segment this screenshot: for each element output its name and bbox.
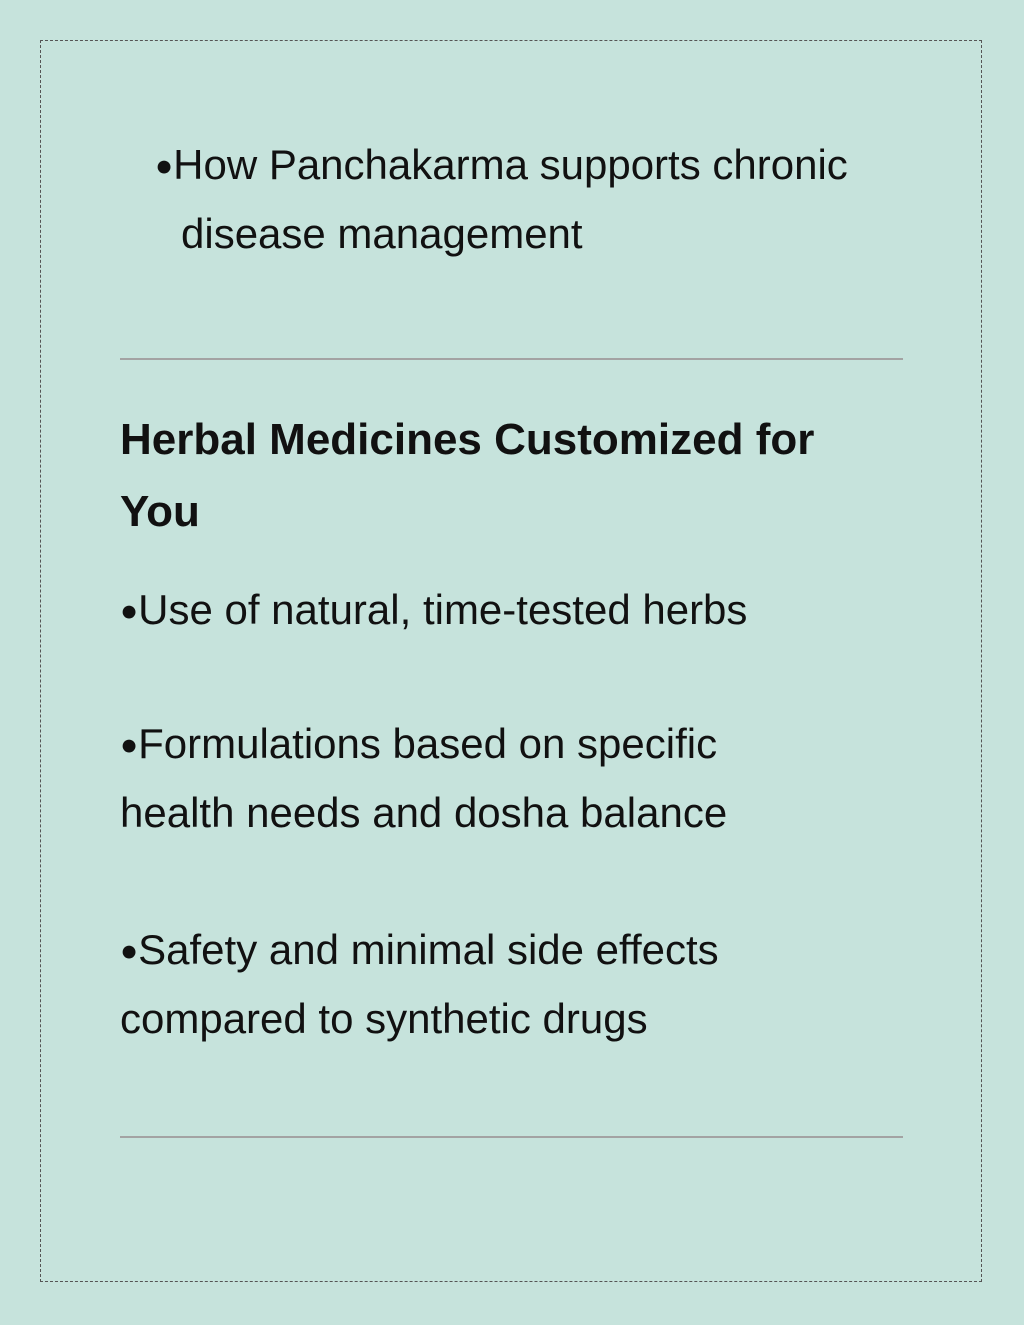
bullet-icon: ● xyxy=(120,934,139,968)
list-item xyxy=(120,916,780,1053)
divider xyxy=(120,358,903,360)
divider xyxy=(120,1136,903,1138)
list-item-text: Use of natural, time-tested herbs xyxy=(138,586,748,633)
list-item xyxy=(120,710,780,847)
section-heading: Herbal Medicines Customized for You xyxy=(120,415,815,536)
list-item-text: Safety and minimal side effects compared to synthetic drugs xyxy=(120,926,719,1043)
intro-item-text-line1: How Panchakarma supports chronic xyxy=(173,141,848,188)
intro-list-item xyxy=(155,131,915,268)
bullet-icon: ● xyxy=(120,728,139,762)
list-item-text: Formulations based on specific health needs and dosha balance xyxy=(120,720,728,837)
bullet-icon: ● xyxy=(155,149,174,183)
bullet-icon: ● xyxy=(120,594,139,628)
list-item xyxy=(120,576,900,645)
intro-item-text-line2: disease management xyxy=(181,210,583,258)
